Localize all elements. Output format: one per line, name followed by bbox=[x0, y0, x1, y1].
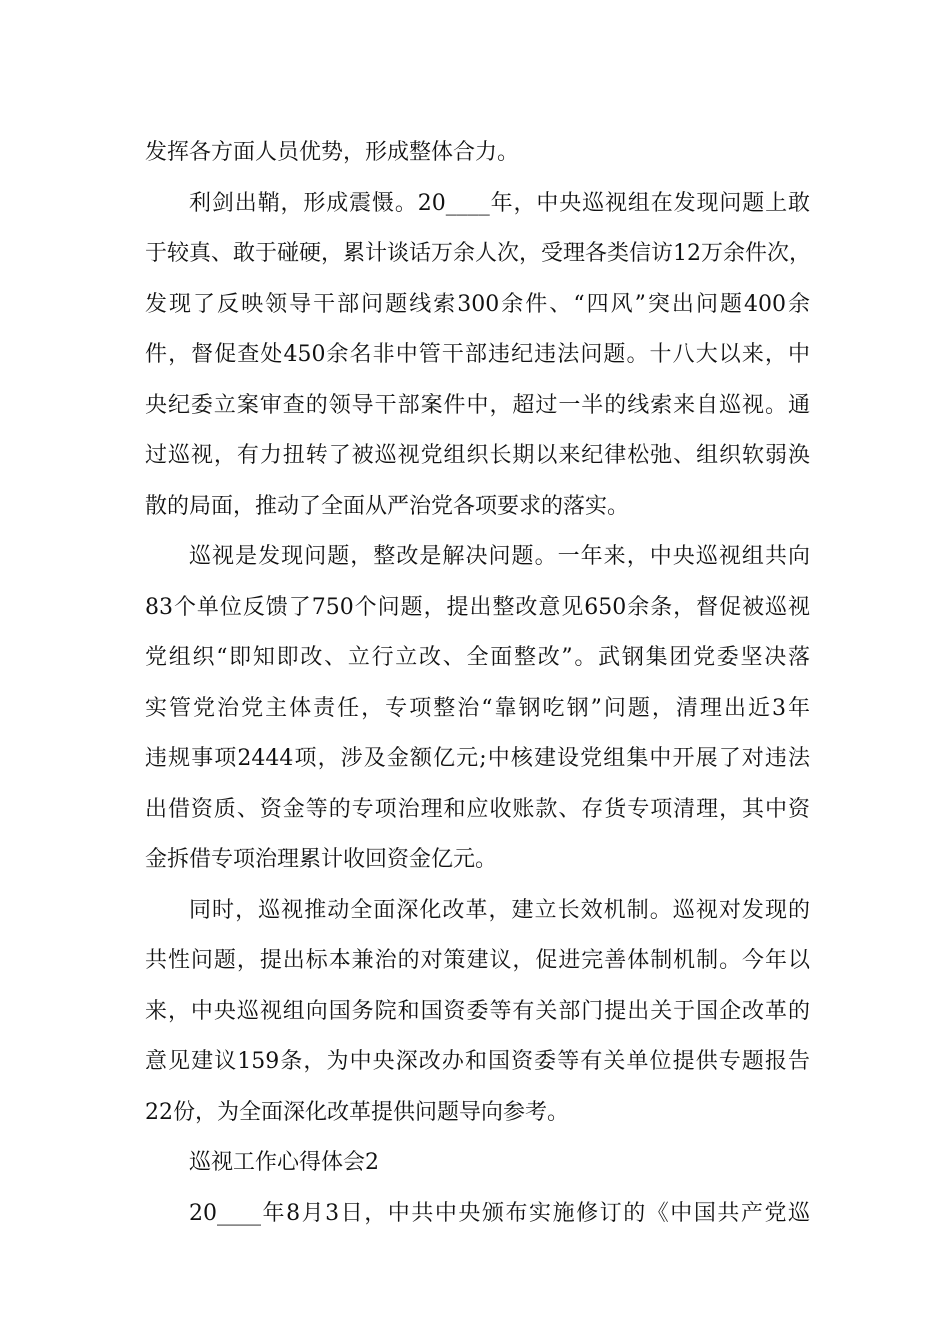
text-line: 央纪委立案审查的领导干部案件中，超过一半的线索来自巡视。通 bbox=[145, 392, 810, 418]
text-line: 发挥各方面人员优势，形成整体合力。 bbox=[145, 140, 520, 165]
text-line: 党组织“即知即改、立行立改、全面整改”。武钢集团党委坚决落 bbox=[145, 645, 810, 670]
document-body bbox=[145, 128, 810, 1239]
section-heading bbox=[145, 1138, 810, 1189]
paragraph-continuation bbox=[145, 128, 810, 179]
paragraph-reform bbox=[145, 886, 810, 1139]
text-line: 意见建议159条，为中央深改办和国资委等有关单位提供专题报告 bbox=[145, 1049, 810, 1074]
text-line: 巡视是发现问题，整改是解决问题。一年来，中央巡视组共向 bbox=[189, 544, 810, 569]
text-line: 83个单位反馈了750个问题，提出整改意见650余条，督促被巡视 bbox=[145, 594, 810, 620]
text-line: 22份，为全面深化改革提供问题导向参考。 bbox=[145, 1099, 569, 1125]
text-line: 违规事项2444项，涉及金额亿元;中核建设党组集中开展了对违法 bbox=[145, 746, 810, 771]
text-line: 散的局面，推动了全面从严治党各项要求的落实。 bbox=[145, 493, 630, 519]
paragraph-sword-unsheathed bbox=[145, 179, 810, 533]
text-line: 出借资质、资金等的专项治理和应收账款、存货专项清理，其中资 bbox=[145, 796, 810, 822]
text-line: 发现了反映领导干部问题线索300余件、“四风”突出问题400余 bbox=[145, 291, 810, 317]
text-line: 实管党治党主体责任，专项整治“靠钢吃钢”问题，清理出近3年 bbox=[145, 695, 810, 721]
text-line: 件，督促查处450余名非中管干部违纪违法问题。十八大以来，中 bbox=[145, 342, 810, 367]
text-line: 利剑出鞘，形成震慑。20____年，中央巡视组在发现问题上敢 bbox=[189, 190, 810, 216]
section-title: 巡视工作心得体会2 bbox=[189, 1150, 379, 1175]
text-line: 来，中央巡视组向国务院和国资委等有关部门提出关于国企改革的 bbox=[145, 998, 810, 1024]
text-line: 于较真、敢于碰硬，累计谈话万余人次，受理各类信访12万余件次， bbox=[145, 241, 811, 266]
text-line: 同时，巡视推动全面深化改革，建立长效机制。巡视对发现的 bbox=[189, 897, 810, 923]
paragraph-rectification bbox=[145, 532, 810, 886]
text-line: 金拆借专项治理累计收回资金亿元。 bbox=[145, 847, 498, 872]
text-line: 20____年8月3日，中共中央颁布实施修订的《中国共产党巡 bbox=[189, 1200, 810, 1226]
text-line: 过巡视，有力扭转了被巡视党组织长期以来纪律松弛、组织软弱涣 bbox=[145, 443, 810, 468]
text-line: 共性问题，提出标本兼治的对策建议，促进完善体制机制。今年以 bbox=[145, 948, 810, 973]
paragraph-regulation bbox=[145, 1189, 810, 1240]
